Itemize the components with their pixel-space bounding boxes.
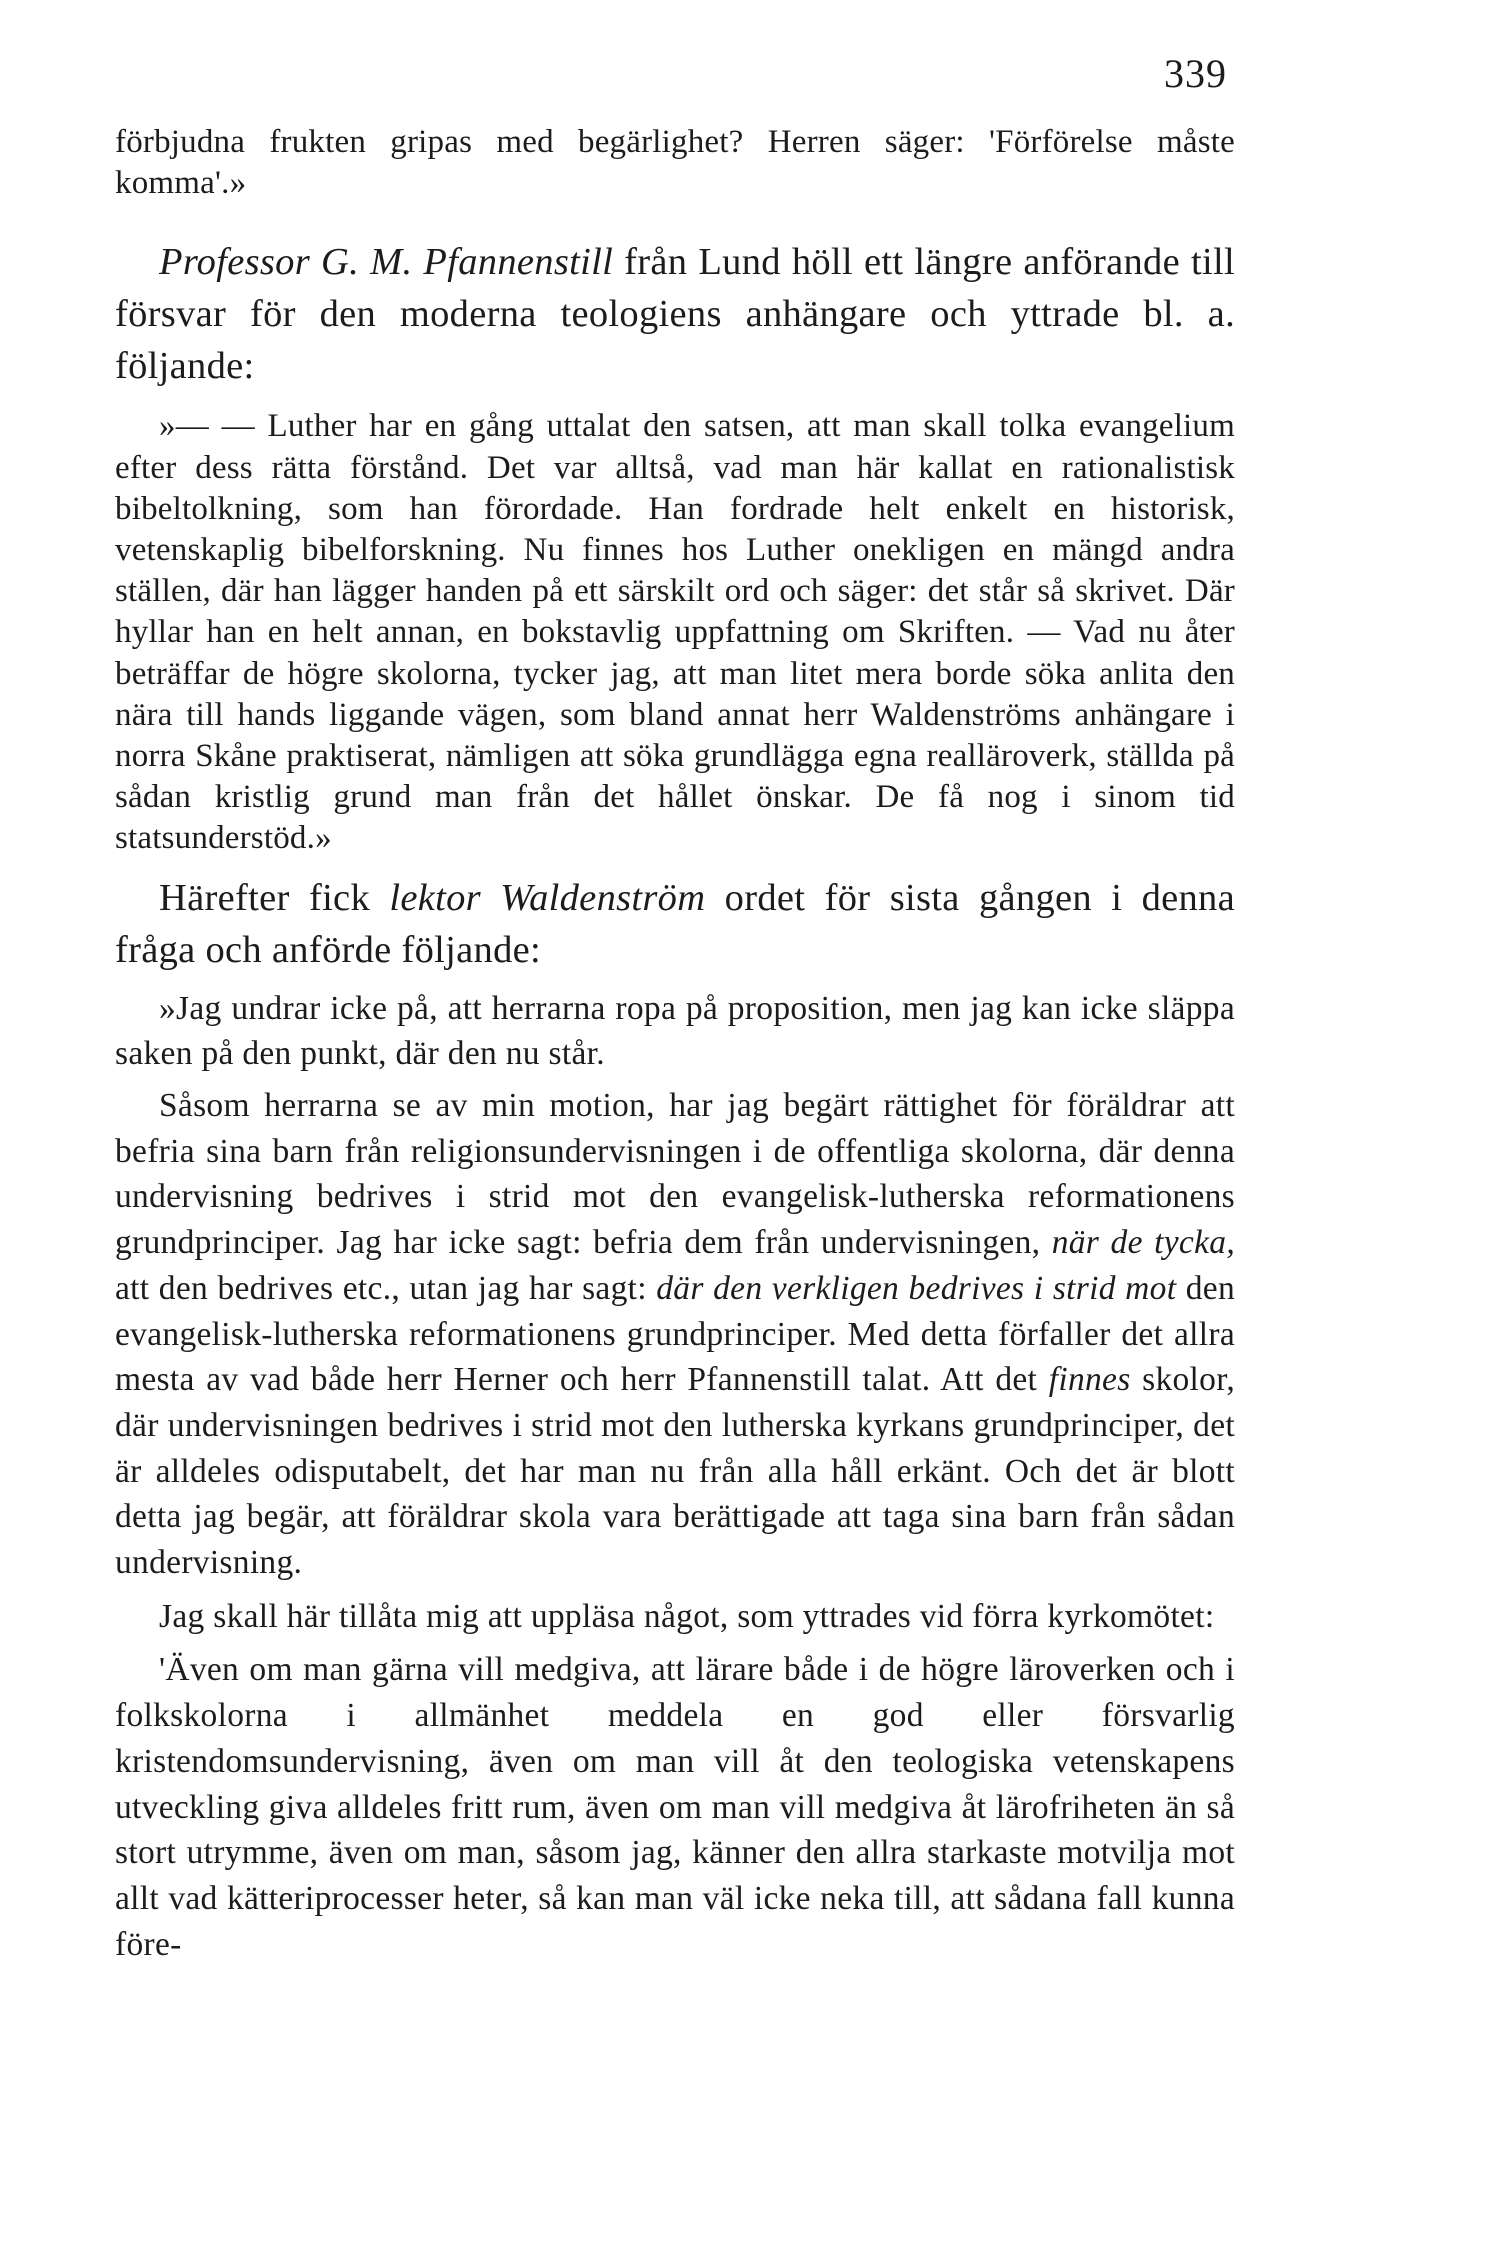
intro-after: ordet för sista gången i denna fråga och anförde följande:: [115, 876, 1235, 971]
paragraph-citation: 'Även om man gärna vill medgiva, att lärare både i de högre läroverken och i folkskolorna i allmänhet meddela en god eller försvarlig kristendomsundervisning, även om man vill åt den teologiska vetenskapens utveckling giva alldeles fritt rum, även om man vill medgiva åt lärofriheten än så stort utrymme, även om man, såsom jag, känner den allra starkaste motvilja mot allt vad kätteriprocesser heter, så kan man väl icke neka till, att sådana fall kunna före-: [115, 1651, 1235, 1963]
motion-text-1: Såsom herrarna se av min motion, har jag begärt rättighet för föräldrar att befria sina barn från religionsundervisningen i de offentliga skolorna, där denna undervisning bedrives i strid mot den evangelisk-lutherska reformationens grundprinciper. Jag har icke sagt: befria dem från undervisningen,: [115, 1087, 1235, 1262]
paragraph-motion: [115, 1083, 1235, 1586]
paragraph-reading: Jag skall här tillåta mig att uppläsa något, som yttrades vid förra kyrkomötet:: [159, 1597, 1215, 1635]
emphasis-1: när de tycka,: [1051, 1224, 1235, 1262]
paragraph-quote-start: »Jag undrar icke på, att herrarna ropa på proposition, men jag kan icke släppa saken på den punkt, där den nu står.: [115, 989, 1235, 1073]
intro-text: från Lund höll ett längre anförande till försvar för den moderna teologiens anhängare och yttrade bl. a. följande:: [115, 241, 1235, 388]
page-number: 339: [1164, 51, 1227, 96]
paragraph-continuation: förbjudna frukten gripas med begärlighet? Herren säger: 'Förförelse måste komma'.»: [115, 124, 1235, 202]
speaker-name: Professor G. M. Pfannenstill: [159, 241, 614, 284]
intro-before: Härefter fick: [159, 876, 390, 919]
paragraph-pfannenstill-quote: »— — Luther har en gång uttalat den satsen, att man skall tolka evangelium efter dess rätta förstånd. Det var alltså, vad man här kallat en rationalistisk bibeltolkning, som han förordade. Han fordrade helt enkelt en historisk, vetenskaplig bibelforskning. Nu finnes hos Luther onekligen en mängd andra ställen, där han lägger handen på ett särskilt ord och säger: det står så skrivet. Där hyllar han en helt annan, en bokstavlig uppfattning om Skriften. — Vad nu åter beträffar de högre skolorna, tycker jag, att man litet mera borde söka anlita den nära till hands liggande vägen, som bland annat herr Waldenströms anhängare i norra Skåne praktiserat, nämligen att söka grundlägga egna realläroverk, ställda på sådan kristlig grund man från det hållet önskar. De få nog i sinom tid statsunderstöd.»: [115, 408, 1235, 857]
page-body: [115, 122, 1235, 1967]
motion-text-3: den evangelisk-lutherska reformationens grundprinciper. Med detta förfaller det allra mesta av vad både herr Herner och herr Pfannenstill talat. Att det: [115, 1269, 1235, 1399]
speaker-name: lektor Waldenström: [389, 876, 706, 919]
paragraph-waldenstrom-intro: [115, 872, 1235, 976]
emphasis-3: finnes: [1048, 1361, 1131, 1399]
paragraph-pfannenstill-intro: [115, 236, 1235, 392]
emphasis-2: där den verkligen bedrives i strid mot: [656, 1269, 1177, 1307]
motion-text-2: att den bedrives etc., utan jag har sagt:: [115, 1269, 657, 1307]
motion-text-4: skolor, där undervisningen bedrives i strid mot den lutherska kyrkans grundprinciper, det är alldeles odisputabelt, det har man nu från alla håll erkänt. Och det är blott detta jag begär, att föräldrar skola vara berättigade att taga sina barn från sådan undervisning.: [115, 1361, 1236, 1582]
